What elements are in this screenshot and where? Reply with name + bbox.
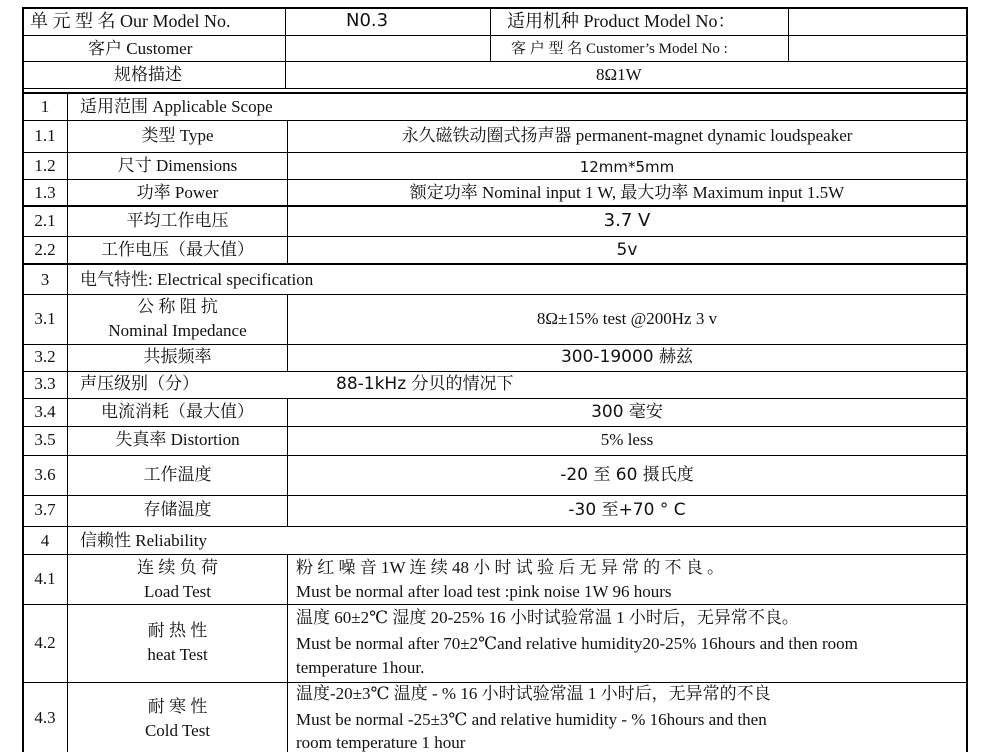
row-value-line: Must be normal after 70±2℃and relative humidity20-25% 16hours and then room [296, 634, 858, 653]
section-title: 适用范围 Applicable Scope [80, 97, 273, 116]
row-label: 电流消耗（最大值） [101, 402, 254, 421]
row-number: 3.3 [34, 374, 56, 393]
row-divider [22, 35, 968, 36]
row-divider [22, 152, 968, 153]
row-divider [22, 426, 968, 427]
row-number: 4.3 [34, 708, 56, 727]
row-value-line: room temperature 1 hour [296, 733, 466, 752]
row-label: 存储温度 [143, 500, 212, 519]
row-divider [22, 236, 968, 237]
section-title: 信赖性 Reliability [80, 531, 208, 550]
row-label: 共振频率 [143, 347, 212, 366]
row-number: 4 [40, 531, 50, 550]
section-title: 电气特性: Electrical specification [80, 270, 314, 289]
row-divider [22, 455, 968, 456]
section-divider [22, 205, 968, 207]
row-divider [22, 344, 968, 345]
row-label: 功率 Power [136, 183, 219, 202]
row-label-bottom: Nominal Impedance [108, 321, 247, 340]
row-value: 8Ω±15% test @200Hz 3 v [536, 309, 718, 328]
row-number: 1.1 [34, 126, 56, 145]
row-value: 300 毫安 [591, 402, 663, 422]
row-number: 4.2 [34, 633, 56, 652]
row-value: 300-19000 赫兹 [560, 347, 694, 367]
row-label-top: 公 称 阻 抗 [137, 297, 218, 316]
row-label-bottom: heat Test [147, 645, 208, 664]
spec-label: 规格描述 [114, 65, 182, 84]
row-value: 12mm*5mm [579, 158, 675, 176]
table-border-right [966, 7, 968, 752]
row-value: 5% less [600, 430, 654, 449]
row-value: 5v [616, 240, 638, 260]
model-label: 单 元 型 名 Our Model No. [30, 11, 231, 31]
row-value: -20 至 60 摄氏度 [560, 465, 694, 485]
row-divider [22, 179, 968, 180]
row-number: 3.6 [34, 465, 56, 484]
column-divider [287, 554, 288, 752]
row-value: 永久磁铁动圈式扬声器 permanent-magnet dynamic loudspeaker [401, 126, 853, 145]
row-number: 1.3 [34, 183, 56, 202]
column-divider [490, 7, 491, 61]
row-label-bottom: Cold Test [144, 721, 211, 740]
row-divider [22, 398, 968, 399]
section-divider [22, 263, 968, 265]
row-label: 声压级别（分） [80, 374, 199, 393]
row-label: 工作温度 [143, 465, 212, 484]
row-label: 尺寸 Dimensions [117, 156, 238, 175]
row-number: 3.4 [34, 402, 56, 421]
row-divider [22, 371, 968, 372]
spec-value: 8Ω1W [596, 65, 642, 84]
row-label-bottom: Load Test [144, 582, 211, 601]
row-value-line: 温度 60±2℃ 湿度 20-25% 16 小时试验常温 1 小时后，无异常不良。 [296, 608, 799, 627]
row-label: 类型 Type [141, 126, 214, 145]
row-value: -30 至+70 ° C [568, 500, 686, 520]
row-value-line: 温度-20±3℃ 温度 - % 16 小时试验常温 1 小时后，无异常的不良 [296, 684, 771, 703]
row-value-line: Must be normal -25±3℃ and relative humidity - % 16hours and then [296, 710, 767, 729]
row-number: 4.1 [34, 569, 56, 588]
row-label: 平均工作电压 [126, 211, 229, 230]
row-value-line: temperature 1hour. [296, 658, 425, 677]
section-divider [22, 92, 968, 94]
row-divider [22, 495, 968, 496]
row-divider [22, 120, 968, 121]
row-number: 3.7 [34, 500, 56, 519]
row-value: 88-1kHz 分贝的情况下 [336, 374, 514, 394]
row-number: 1.2 [34, 156, 56, 175]
row-number: 3.5 [34, 430, 56, 449]
customer-label: 客户 Customer [88, 39, 193, 58]
row-number: 2.2 [34, 240, 56, 259]
row-number: 3 [40, 270, 50, 289]
column-divider [788, 7, 789, 61]
column-divider [285, 7, 286, 88]
row-number: 3.2 [34, 347, 56, 366]
row-value: 3.7 V [603, 210, 651, 231]
row-number: 2.1 [34, 211, 56, 230]
row-value-line: Must be normal after load test :pink noise 1W 96 hours [296, 582, 672, 601]
row-number: 3.1 [34, 309, 56, 328]
model-value: N0.3 [346, 10, 389, 31]
row-divider [22, 554, 968, 555]
row-label: 失真率 Distortion [115, 430, 240, 449]
row-value-line: 粉 红 噪 音 1W 连 续 48 小 时 试 验 后 无 异 常 的 不 良 。 [296, 558, 724, 577]
product-model-label: 适用机种 Product Model No： [507, 11, 736, 31]
row-divider [22, 88, 968, 89]
row-label-top: 耐 热 性 [147, 621, 208, 640]
table-border-top [22, 7, 968, 9]
row-label: 工作电压（最大值） [101, 240, 254, 259]
row-number: 1 [40, 97, 50, 116]
row-divider [22, 604, 968, 605]
row-label-top: 耐 寒 性 [147, 697, 208, 716]
row-value: 额定功率 Nominal input 1 W, 最大功率 Maximum input 1.5W [409, 183, 845, 202]
row-divider [22, 61, 968, 62]
row-divider [22, 526, 968, 527]
row-label-top: 连 续 负 荷 [137, 558, 218, 577]
row-divider [22, 294, 968, 295]
row-divider [22, 682, 968, 683]
customer-model-label: 客 户 型 名 Customer’s Model No : [511, 41, 728, 57]
